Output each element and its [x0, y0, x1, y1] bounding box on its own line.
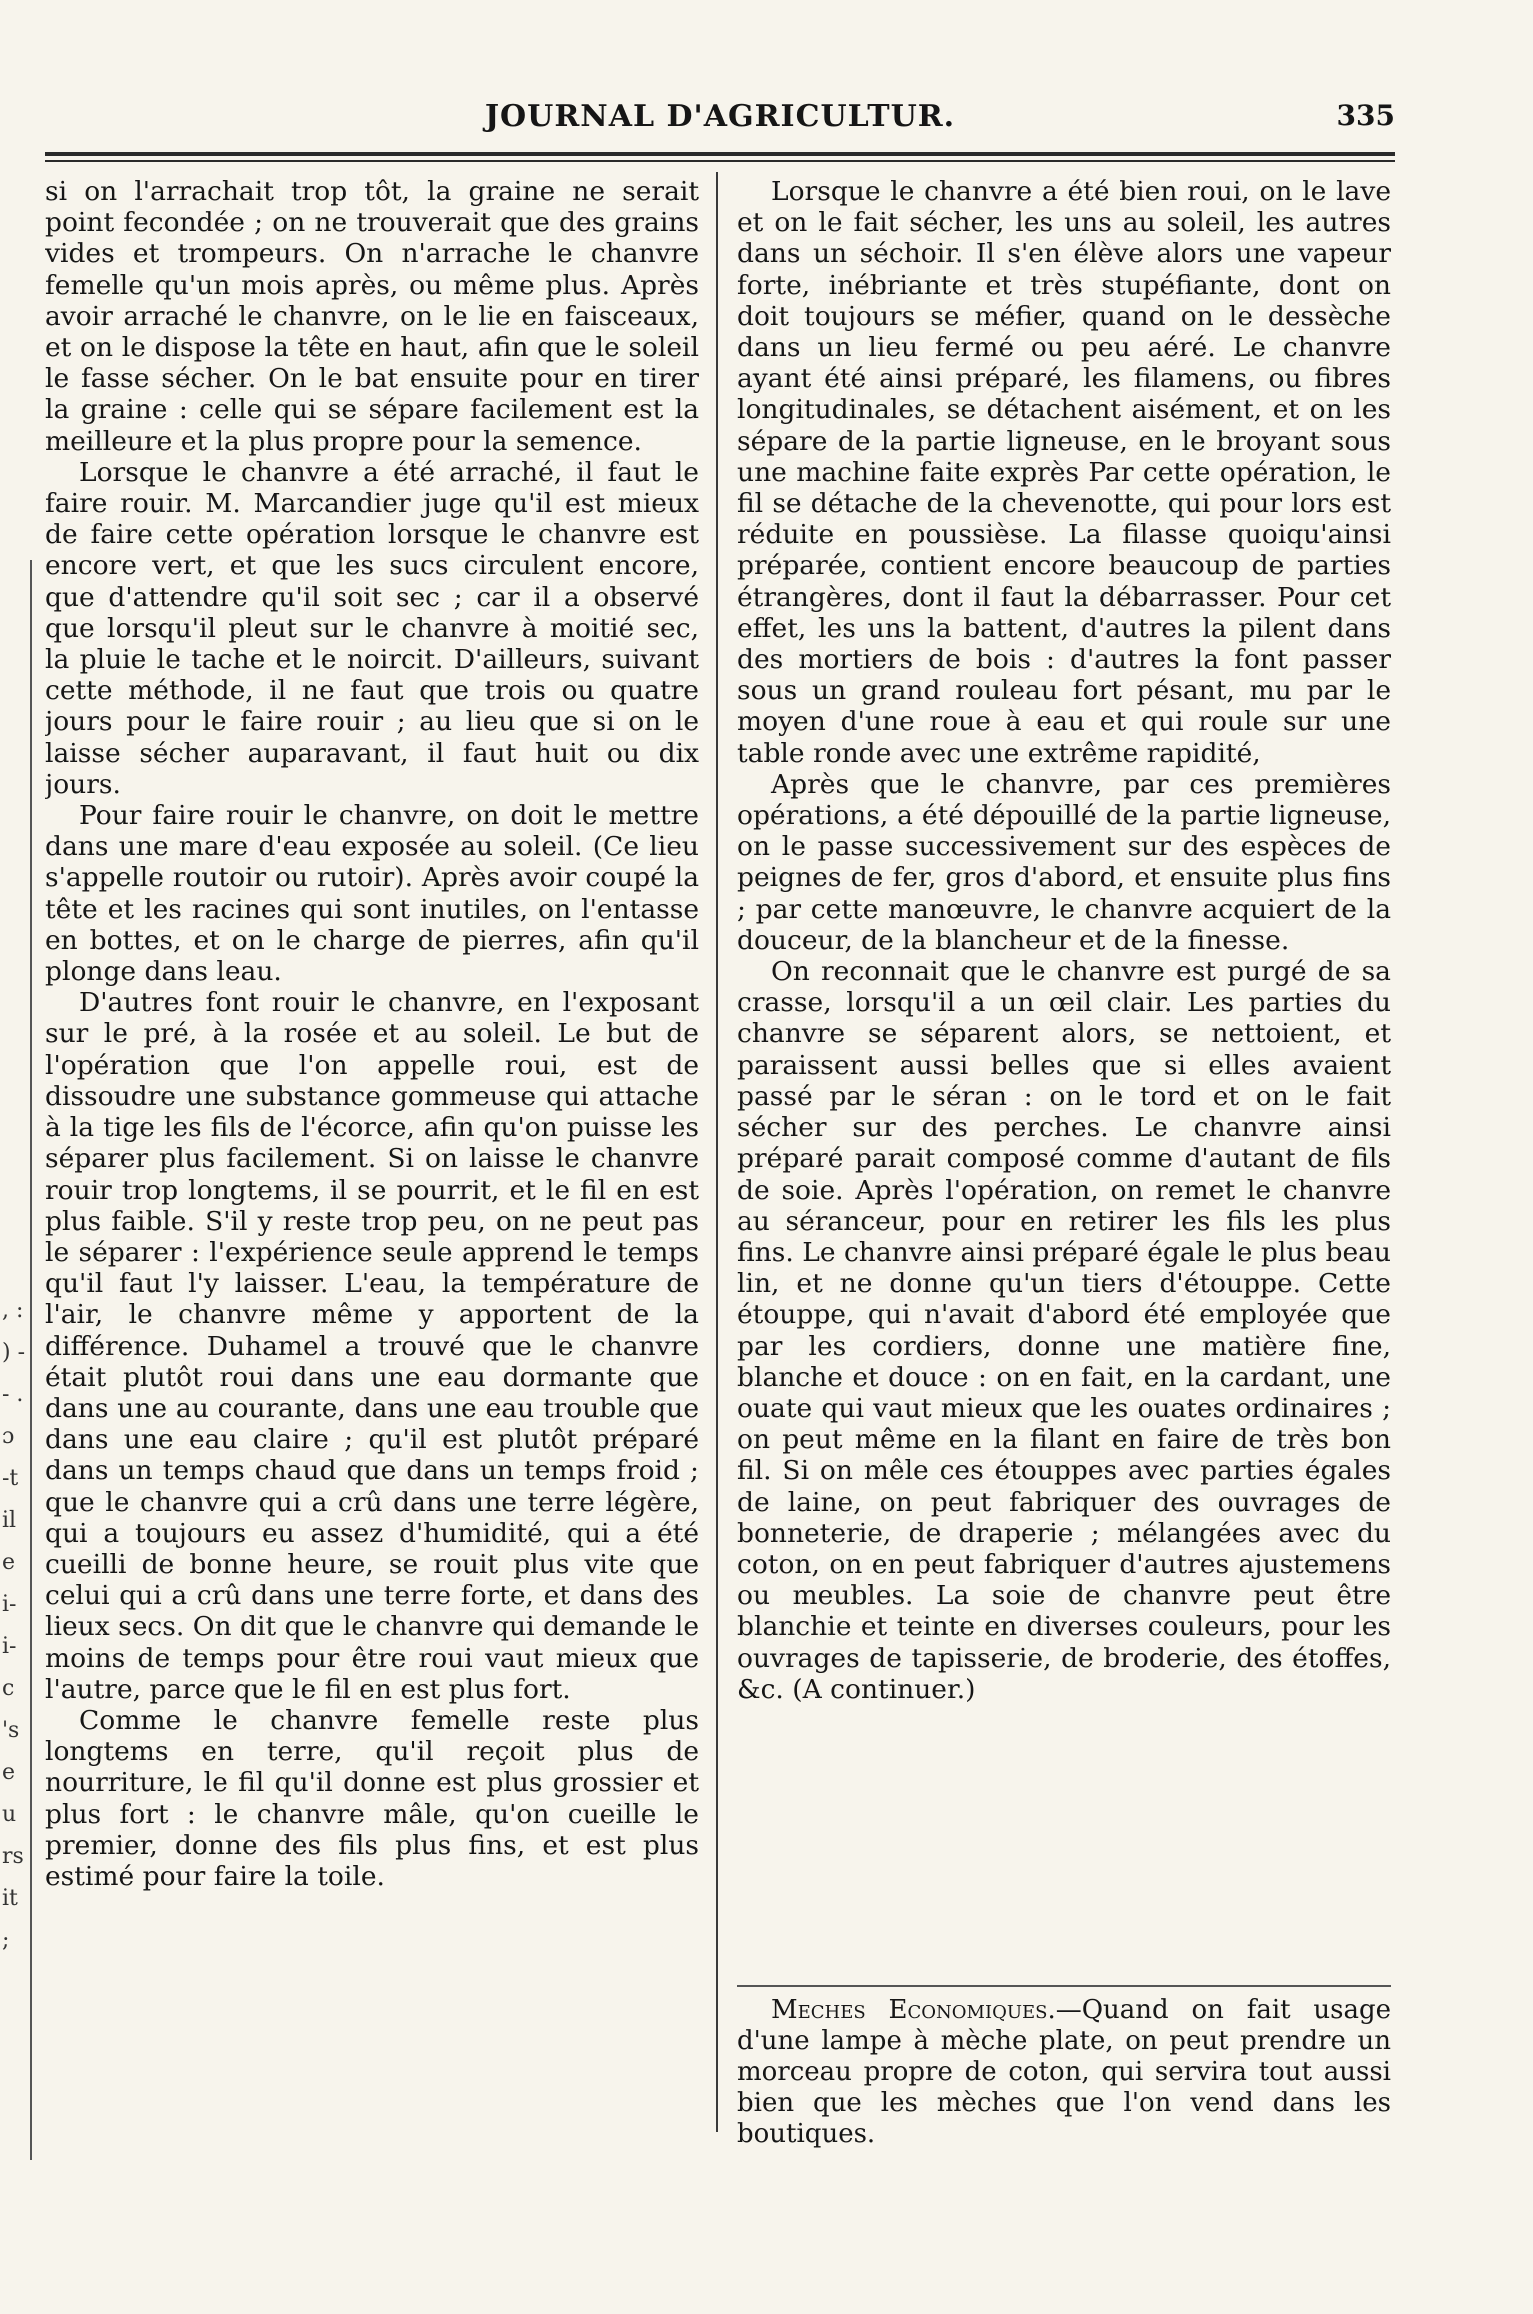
- note-text: —Quand on fait usage d'une lampe à mèche plate, on peut prendre un morceau propre de coton, qui servira tout aussi bien que les mèches que l'on vend dans les boutiques.: [737, 1995, 1392, 2149]
- header-rule-thick: [45, 152, 1395, 156]
- page-number: 335: [1336, 99, 1395, 132]
- paragraph: Lorsque le chanvre a été arraché, il faut le faire rouir. M. Marcandier juge qu'il est mieux de faire cette opération lorsque le chanvre est encore vert, et que les sucs circulent encore, que d'attendre qu'il soit sec ; car il a observé que lorsqu'il pleut sur le chanvre à moitié sec, la pluie le tache et le noircit. D'ailleurs, suivant cette méthode, il ne faut que trois ou quatre jours pour le faire rouir ; au lieu que si on le laisse sécher auparavant, il faut huit ou dix jours.: [45, 456, 699, 800]
- right-column: [737, 176, 1391, 2176]
- journal-title: JOURNAL D'AGRICULTUR.: [484, 99, 956, 134]
- paragraph: Lorsque le chanvre a été bien roui, on le lave et on le fait sécher, les uns au soleil, les autres dans un séchoir. Il s'en élève alors une vapeur forte, inébriante et très stupéfiante, dont on doit toujours se méfier, quand on le dessèche dans un lieu fermé ou peu aéré. Le chanvre ayant été ainsi préparé, les filamens, ou fibres longitudinales, se détachent aisément, et on les sépare de la partie ligneuse, en le broyant sous une machine faite exprès Par cette opération, le fil se détache de la chevenotte, qui pour lors est réduite en poussièse. La filasse quoiqu'ainsi préparée, contient encore beaucoup de parties étrangères, dont il faut la débarrasser. Pour cet effet, les uns la battent, d'autres la pilent dans des mortiers de bois : d'autres la font passer sous un grand rouleau fort pésant, mu par le moyen d'une roue à eau et qui roule sur une table ronde avec une extrême rapidité,: [737, 176, 1391, 769]
- paragraph: Comme le chanvre femelle reste plus longtems en terre, qu'il reçoit plus de nourriture, le fil qu'il donne est plus grossier et plus fort : le chanvre mâle, qu'on cueille le premier, donne des fils plus fins, et est plus estimé pour faire la toile.: [45, 1704, 699, 1892]
- paragraph: Après que le chanvre, par ces premières opérations, a été dépouillé de la partie ligneuse, on le passe successivement sur des espèces de peignes de fer, gros d'abord, et ensuite plus fins ; par cette manœuvre, le chanvre acquiert de la douceur, de la blancheur et de la finesse.: [737, 768, 1391, 956]
- note-heading: Meches Economiques.: [771, 1995, 1056, 2025]
- paragraph: On reconnait que le chanvre est purgé de sa crasse, lorsqu'il a un œil clair. Les parties du chanvre se séparent alors, se nettoient, et paraissent aussi belles que si elles avaient passé par le séran : on le tord et on le fait sécher sur des perches. Le chanvre ainsi préparé parait composé comme d'autant de fils de soie. Après l'opération, on remet le chanvre au séranceur, pour en retirer les fils les plus fins. Le chanvre ainsi préparé égale le plus beau lin, et ne donne qu'un tiers d'étouppe. Cette étouppe, qui n'avait d'abord été employée que par les cordiers, donne une matière fine, blanche et douce : on en fait, en la cardant, une ouate qui vaut mieux que les ouates ordinaires ; on peut même en la filant en faire de très bon fil. Si on mêle ces étouppes avec parties égales de laine, on peut fabriquer des ouvrages de bonneterie, de draperie ; mélangées avec du coton, on en peut fabriquer d'autres ajustemens ou meubles. La soie de chanvre peut être blanchie et teinte en diverses couleurs, pour les ouvrages de tapisserie, de broderie, des étoffes, &c. (A continuer.): [737, 956, 1391, 1705]
- left-margin-rule: [30, 560, 32, 2160]
- note-paragraph: [737, 1995, 1391, 2150]
- header-rule-thin: [45, 160, 1395, 162]
- section-rule: [737, 1985, 1391, 1987]
- page-header: [45, 95, 1395, 145]
- paragraph: Pour faire rouir le chanvre, on doit le mettre dans une mare d'eau exposée au soleil. (Ce lieu s'appelle routoir ou rutoir). Après avoir coupé la tête et les racines qui sont inutiles, on l'entasse en bottes, et on le charge de pierres, afin qu'il plonge dans leau.: [45, 800, 699, 988]
- margin-bleedthrough-marks: , : ) - - . ɔ -t il e i- i- c 's e u rs it ;: [2, 1298, 26, 1953]
- paragraph: si on l'arrachait trop tôt, la graine ne serait point fecondée ; on ne trouverait que des grains vides et trompeurs. On n'arrache le chanvre femelle qu'un mois après, ou même plus. Après avoir arraché le chanvre, on le lie en faisceaux, et on le dispose la tête en haut, afin que le soleil le fasse sécher. On le bat ensuite pour en tirer la graine : celle qui se sépare facilement est la meilleure et la plus propre pour la semence.: [45, 176, 699, 457]
- note-meches-economiques: [737, 1995, 1391, 2150]
- left-column: [45, 176, 699, 2176]
- paragraph: D'autres font rouir le chanvre, en l'exposant sur le pré, à la rosée et au soleil. Le but de l'opération que l'on appelle roui, est de dissoudre une substance gommeuse qui attache à la tige les fils de l'écorce, afin qu'on puisse les séparer plus facilement. Si on laisse le chanvre rouir trop longtems, il se pourrit, et le fil en est plus faible. S'il y reste trop peu, on ne peut pas le séparer : l'expérience seule apprend le temps qu'il faut l'y laisser. L'eau, la température de l'air, le chanvre même y apportent de la différence. Duhamel a trouvé que le chanvre était plutôt roui dans une eau dormante que dans une au courante, dans une eau trouble que dans une eau claire ; qu'il est plutôt préparé dans un temps chaud que dans un temps froid ; que le chanvre qui a crû dans une terre légère, qui a toujours eu assez d'humidité, qui a été cueilli de bonne heure, se rouit plus vite que celui qui a crû dans une terre forte, et dans des lieux secs. On dit que le chanvre qui demande le moins de temps pour être roui vaut mieux que l'autre, parce que le fil en est plus fort.: [45, 987, 699, 1705]
- column-divider: [716, 172, 718, 2132]
